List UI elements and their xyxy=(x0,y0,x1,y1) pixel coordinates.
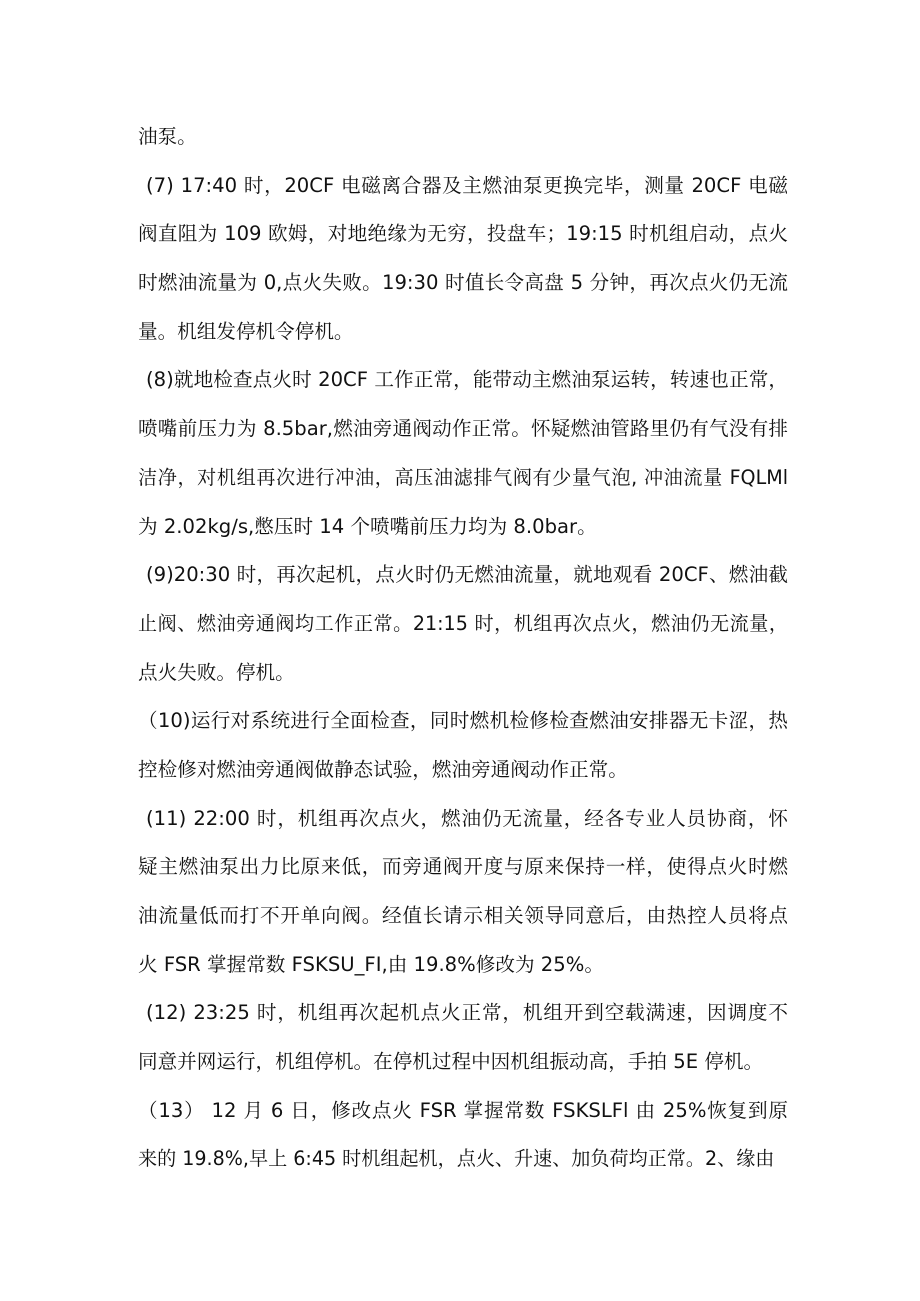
document-body xyxy=(138,113,788,1184)
text-line: 阀直阻为 109 欧姆，对地绝缘为无穷，投盘车；19:15 时机组启动，点火 xyxy=(138,222,788,246)
text-line: 止阀、燃油旁通阀均工作正常。21:15 时，机组再次点火，燃油仍无流量， xyxy=(138,611,788,635)
text-line: 点火失败。停机。 xyxy=(138,660,295,684)
text-line: 油流量低而打不开单向阀。经值长请示相关领导同意后，由热控人员将点 xyxy=(138,904,788,927)
text-line: 为 2.02kg∕s,憋压时 14 个喷嘴前压力均为 8.0bar。 xyxy=(138,514,597,538)
text-line: 火 FSR 掌握常数 FSKSU_FI,由 19.8%修改为 25%。 xyxy=(138,952,604,976)
text-line: 喷嘴前压力为 8.5bar,燃油旁通阀动作正常。怀疑燃油管路里仍有气没有排 xyxy=(138,417,788,441)
text-line: (12) 23:25 时，机组再次起机点火正常，机组开到空载满速，因调度不 xyxy=(146,1001,788,1025)
text-line: (11) 22:00 时，机组再次点火，燃油仍无流量，经各专业人员协商，怀 xyxy=(146,806,788,830)
text-line: (8)就地检查点火时 20CF 工作正常，能带动主燃油泵运转，转速也正常， xyxy=(146,368,788,392)
text-line: (9)20:30 时，再次起机，点火时仍无燃油流量，就地观看 20CF、燃油截 xyxy=(146,563,788,587)
text-line: 同意并网运行，机组停机。在停机过程中因机组振动高，手拍 5E 停机。 xyxy=(138,1050,764,1074)
text-line: （10)运行对系统进行全面检查，同时燃机检修检查燃油安排器无卡涩，热 xyxy=(138,709,788,733)
text-line: 量。机组发停机令停机。 xyxy=(138,319,354,343)
text-line: 时燃油流量为 0,点火失败。19:30 时值长令高盘 5 分钟，再次点火仍无流 xyxy=(138,271,788,295)
text-line: 油泵。 xyxy=(138,125,197,148)
text-line: （13） 12 月 6 日，修改点火 FSR 掌握常数 FSKSLFl 由 25%恢复到原 xyxy=(138,1098,788,1122)
text-line: (7) 17:40 时，20CF 电磁离合器及主燃油泵更换完毕，测量 20CF 电磁 xyxy=(146,173,788,197)
text-line: 来的 19.8%,早上 6:45 时机组起机，点火、升速、加负荷均正常。2、缘由 xyxy=(138,1147,775,1171)
text-line: 控检修对燃油旁通阀做静态试验，燃油旁通阀动作正常。 xyxy=(138,757,628,781)
text-line: 洁净，对机组再次进行冲油，高压油滤排气阀有少量气泡, 冲油流量 FQLMl xyxy=(138,465,788,489)
text-line: 疑主燃油泵出力比原来低，而旁通阀开度与原来保持一样，使得点火时燃 xyxy=(138,855,788,879)
